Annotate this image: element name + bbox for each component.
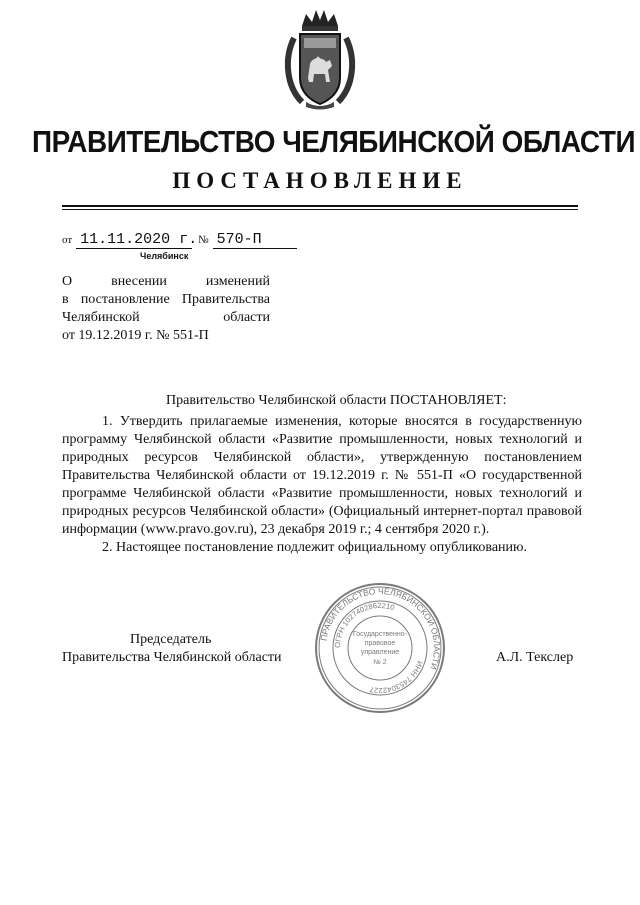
subject-line-3: Челябинской области <box>62 310 270 325</box>
document-type-title: ПОСТАНОВЛЕНИЕ <box>172 168 468 193</box>
date-prefix: от <box>62 234 73 246</box>
decrees-heading: Правительство Челябинской области ПОСТАНОВЛЯЕТ: <box>166 393 507 408</box>
subject-line-4: от 19.12.2019 г. № 551-П <box>62 328 209 343</box>
body-item-1: 1. Утвердить прилагаемые изменения, которые вносятся в государственную программу Челябинской области «Развитие промышленности, новых технологий и природных ресурсов Челябинской области», утвержденную постановлением Правительства Челябинской области от 19.12.2019 г. № 551-П «О государственной программе Челябинской области «Развитие промышленности, новых технологий и природных ресурсов Челябинской области» (Официальный интернет-портал правовой информации (www.pravo.gov.ru), 23 декабря 2019 г.; 4 сентября 2020 г.). <box>62 414 582 537</box>
official-seal-stamp <box>312 580 448 716</box>
header-rule-thick <box>62 205 578 207</box>
city-label: Челябинск <box>140 251 189 261</box>
document-number: 570-П <box>213 232 297 249</box>
seal-center-line-4: № 2 <box>373 659 387 666</box>
coat-of-arms-emblem <box>280 8 360 112</box>
seal-ring-text: ПРАВИТЕЛЬСТВО ЧЕЛЯБИНСКОЙ ОБЛАСТИ <box>318 585 443 671</box>
seal-center-line-2: правовое <box>364 640 396 647</box>
document-body <box>62 413 582 557</box>
number-prefix: № <box>198 234 209 246</box>
subject-line-2: в постановление Правительства <box>62 292 270 307</box>
seal-ogrn-text: ОГРН 1027402862210 <box>332 600 396 649</box>
header-rule-thin <box>62 209 578 210</box>
body-item-2: 2. Настоящее постановление подлежит официальному опубликованию. <box>102 540 527 555</box>
document-subject <box>62 273 270 345</box>
seal-center-line-1: Государственно- <box>352 631 408 638</box>
signatory-position-line-1: Председатель <box>130 632 212 647</box>
signatory-name: А.Л. Текслер <box>496 650 574 665</box>
subject-line-1: О внесении изменений <box>62 274 270 289</box>
document-date: 11.11.2020 г. <box>76 232 192 249</box>
seal-center-line-3: управление <box>360 649 400 656</box>
signatory-position-line-2: Правительства Челябинской области <box>62 650 282 665</box>
government-title: ПРАВИТЕЛЬСТВО ЧЕЛЯБИНСКОЙ ОБЛАСТИ <box>32 124 636 159</box>
date-number-line <box>62 232 297 249</box>
seal-inn-text: ИНН 7453042227 <box>368 659 425 696</box>
